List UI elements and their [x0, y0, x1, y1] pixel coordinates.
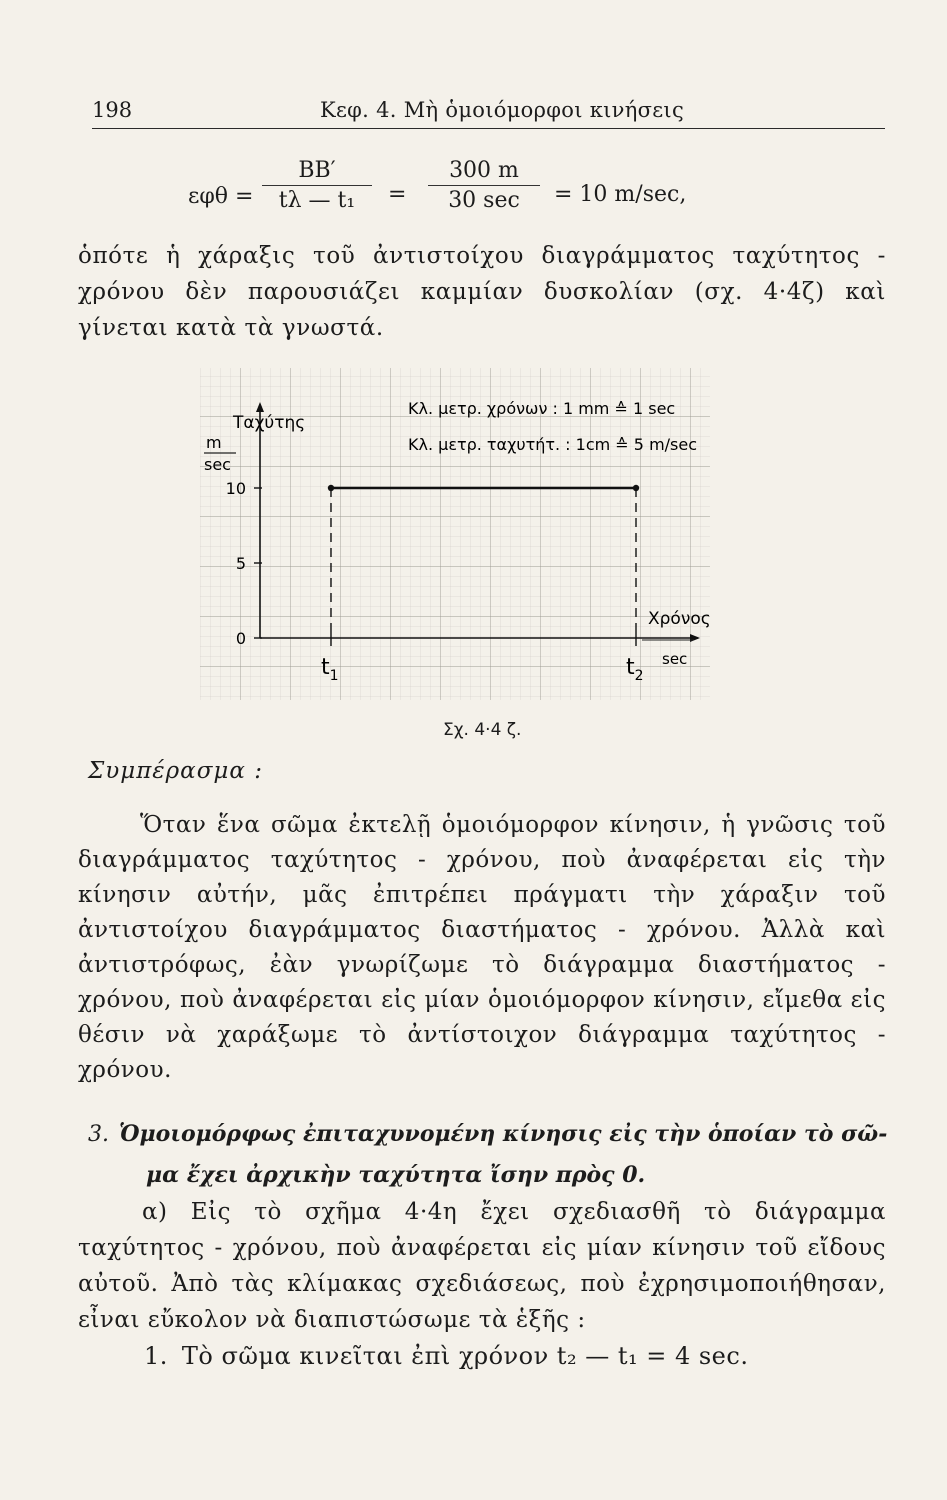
fraction-1-numerator: ΒΒ′ — [298, 158, 336, 183]
page-header — [92, 92, 885, 129]
speed-scale-note: Κλ. μετρ. ταχυτήτ. : 1cm ≙ 5 m/sec — [408, 435, 698, 454]
fraction-2-numerator: 300 m — [449, 158, 519, 183]
paragraph-3-text: α) Εἰς τὸ σχῆμα 4·4η ἔχει σχεδιασθῆ τὸ διάγραμμα ταχύτητος - χρόνου, ποὺ ἀναφέρεται εἰς μίαν κίνησιν τοῦ εἴδους αὐτοῦ. Ἀπὸ τὰς κλίμακας σχεδιάσεως, ποὺ ἐχρησιμοποιήθησαν, εἶναι εὔκολον νὰ διαπιστώσωμε τὰ ἑξῆς : — [78, 1199, 886, 1333]
section-title-line-2: μα ἔχει ἀρχικὴν ταχύτητα ἴσην πρὸς 0. — [146, 1162, 646, 1188]
x-axis-label: Χρόνος — [648, 609, 711, 629]
list-item-text: Τὸ σῶμα κινεῖται ἐπὶ χρόνον t₂ — t₁ = 4 sec. — [181, 1342, 749, 1370]
fraction-1 — [262, 158, 372, 213]
y-tick-label: 0 — [235, 629, 246, 648]
paragraph-1: ὁπότε ἡ χάραξις τοῦ ἀντιστοίχου διαγράμματος ταχύτητος - χρόνου δὲν παρουσιάζει καμμίαν δυσκολίαν (σχ. 4·4ζ) καὶ γίνεται κατὰ τὰ γνωστά. — [78, 243, 886, 341]
y-unit-denominator: sec — [204, 455, 231, 474]
paragraph-3 — [78, 1194, 886, 1338]
y-axis-label: Ταχύτης — [233, 413, 306, 433]
running-title: Κεφ. 4. Μὴ ὁμοιόμορφοι κινήσεις — [320, 98, 685, 122]
section-title-line-1: Ὁμοιομόρφως ἐπιταχυνομένη κίνησις εἰς τὴν ὁποίαν τὸ σῶ- — [119, 1121, 888, 1147]
list-item-1 — [144, 1342, 748, 1370]
page-number: 198 — [92, 98, 133, 122]
formula-result: = 10 m/sec, — [554, 182, 687, 207]
formula-equals: = — [388, 182, 407, 207]
fraction-2-denominator: 30 sec — [448, 188, 520, 213]
y-tick-label: 5 — [235, 554, 246, 573]
conclusion-heading: Συμπέρασμα : — [88, 758, 263, 784]
time-scale-note: Κλ. μετρ. χρόνων : 1 mm ≙ 1 sec — [408, 399, 676, 418]
list-item-number: 1. — [144, 1342, 168, 1370]
paragraph-2-text: Ὅταν ἕνα σῶμα ἐκτελῇ ὁμοιόμορφον κίνησιν, ἡ γνῶσις τοῦ διαγράμματος ταχύτητος - χρόνου, ποὺ ἀναφέρεται εἰς τὴν κίνησιν αὐτήν, μᾶς ἐπιτρέπει πράγματι τὴν χάραξιν τοῦ ἀντιστοίχου διαγράμματος διαστήματος - χρόνου. Ἀλλὰ καὶ ἀντιστρόφως, ἐὰν γνωρίζωμε τὸ διάγραμμα διαστήματος - χρόνου, ποὺ ἀναφέρεται εἰς μίαν ὁμοιόμορφον κίνησιν, εἴμεθα εἰς θέσιν νὰ χαράξωμε τὸ ἀντίστοιχον διάγραμμα ταχύτητος - χρόνου. — [78, 812, 886, 1083]
fraction-2 — [428, 158, 540, 213]
section-heading — [88, 1114, 888, 1195]
formula-lhs: εφθ = — [188, 184, 254, 209]
y-tick-label: 10 — [225, 479, 246, 498]
figure-caption: Σχ. 4·4 ζ. — [443, 720, 522, 740]
x-unit: sec — [662, 650, 688, 668]
velocity-formula — [188, 158, 748, 228]
t1-label: $t_1$ — [321, 655, 339, 684]
y-unit-numerator: m — [206, 433, 222, 452]
paragraph-2 — [78, 808, 886, 1088]
section-number: 3. — [88, 1122, 109, 1147]
t2-label: $t_2$ — [626, 655, 644, 684]
velocity-time-diagram — [190, 366, 720, 716]
fraction-1-denominator: tλ — t₁ — [278, 188, 356, 213]
